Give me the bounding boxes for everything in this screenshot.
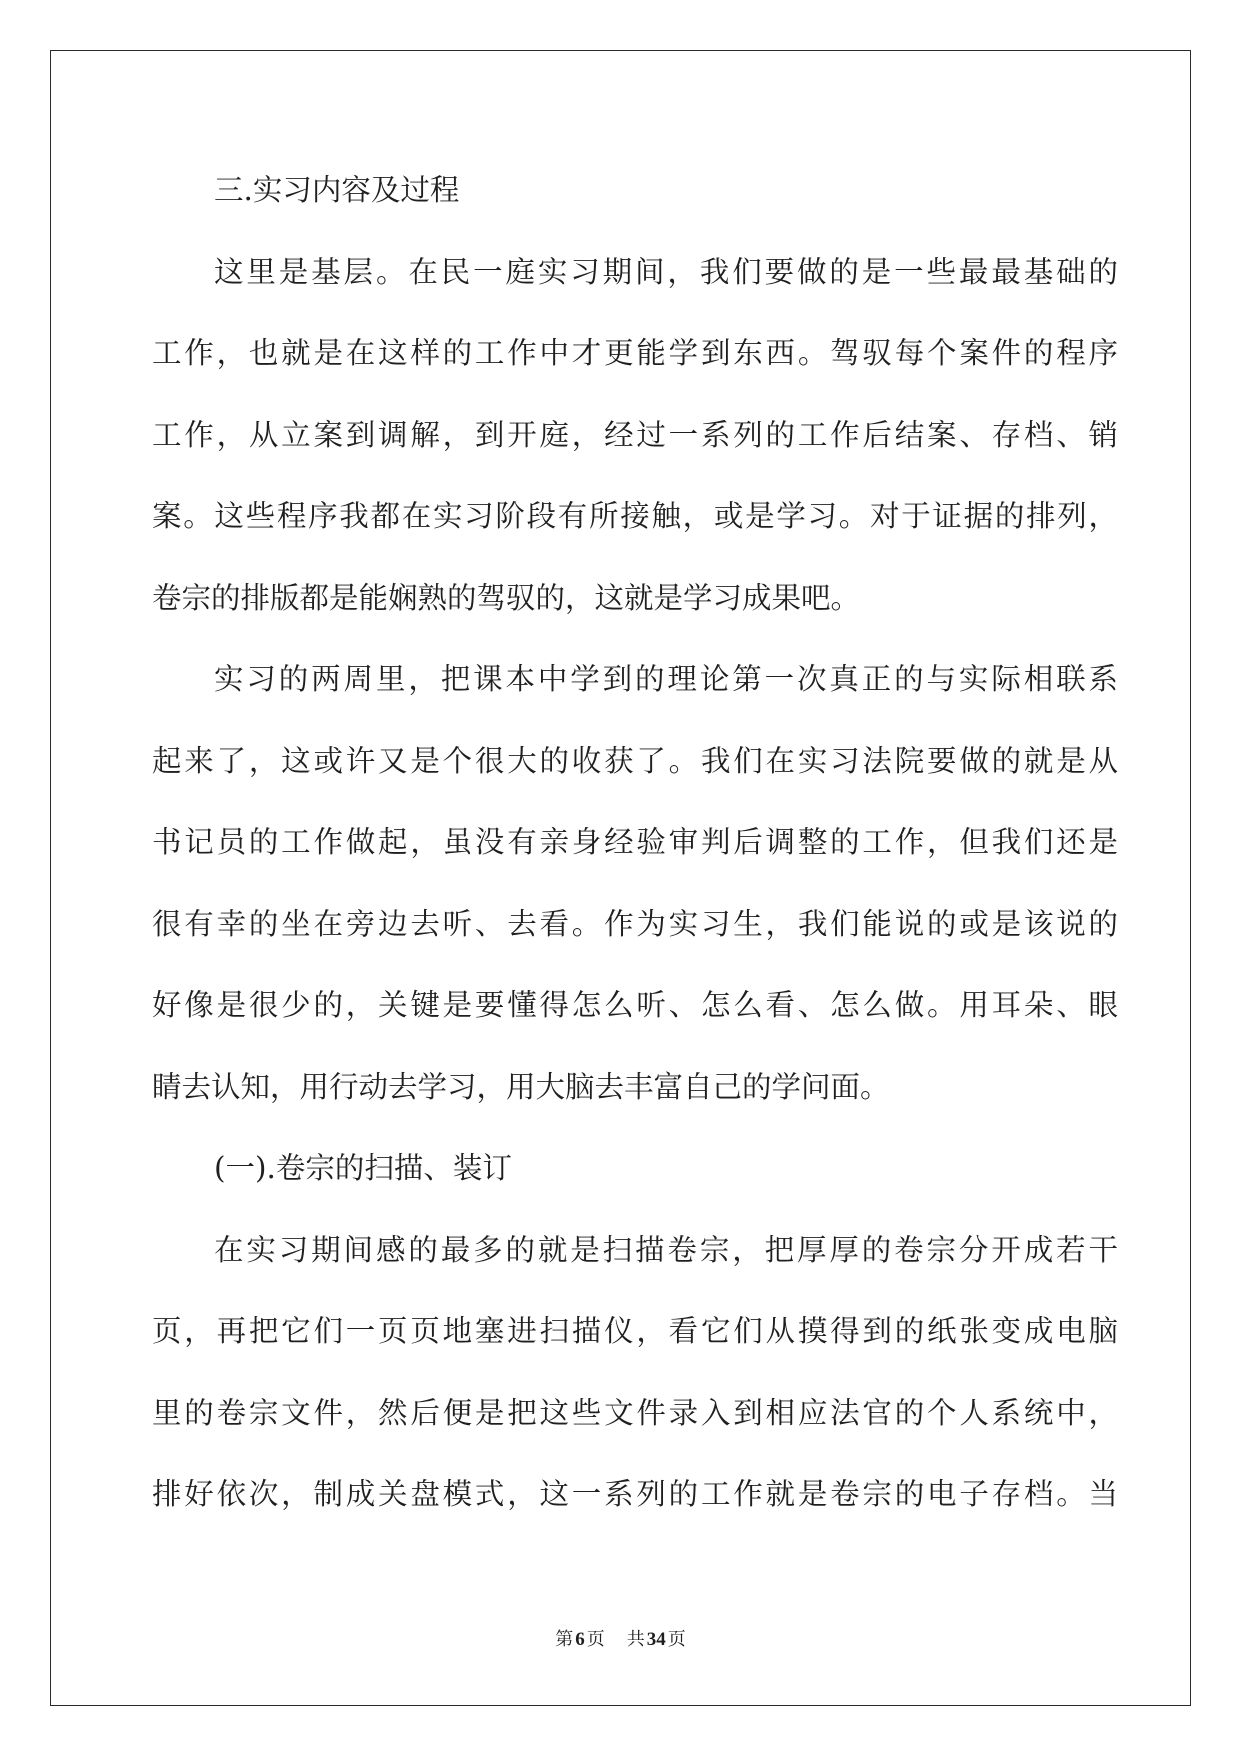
paragraph-line: 排好依次，制成关盘模式，这一系列的工作就是卷宗的电子存档。当 [152, 1477, 1118, 1511]
paragraph-line: 很有幸的坐在旁边去听、去看。作为实习生，我们能说的或是该说的 [152, 906, 1118, 941]
subsection-heading: (一).卷宗的扫描、装订 [214, 1151, 512, 1185]
paragraph-line: 工作，从立案到调解，到开庭，经过一系列的工作后结案、存档、销 [152, 417, 1118, 452]
page-number-footer [0, 1628, 1241, 1652]
paragraph [152, 1210, 1118, 1536]
paragraph-line: 在实习期间感的最多的就是扫描卷宗，把厚厚的卷宗分开成若干 [214, 1232, 1118, 1267]
paragraph-line: 卷宗的排版都是能娴熟的驾驭的，这就是学习成果吧。 [152, 580, 861, 615]
current-page-number: 6 [575, 1629, 585, 1650]
paragraph-line: 实习的两周里，把课本中学到的理论第一次真正的与实际相联系 [214, 662, 1118, 696]
paragraph-line: 这里是基层。在民一庭实习期间，我们要做的是一些最最基础的 [214, 254, 1118, 289]
paragraph-line: 好像是很少的，关键是要懂得怎么听、怎么看、怎么做。用耳朵、眼 [152, 988, 1118, 1022]
total-pages-suffix: 页 [667, 1629, 686, 1650]
total-pages-number: 34 [646, 1629, 666, 1650]
page-label-suffix: 页 [586, 1629, 605, 1650]
total-pages-prefix: 共 [626, 1629, 645, 1650]
paragraph-line: 起来了，这或许又是个很大的收获了。我们在实习法院要做的就是从 [152, 743, 1118, 778]
paragraph-line: 睛去认知，用行动去学习，用大脑去丰富自己的学问面。 [152, 1069, 890, 1104]
paragraph [152, 639, 1118, 1128]
paragraph-line: 案。这些程序我都在实习阶段有所接触，或是学习。对于证据的排列， [152, 499, 1118, 533]
page-label-prefix: 第 [555, 1629, 574, 1650]
paragraph-line: 页，再把它们一页页地塞进扫描仪，看它们从摸得到的纸张变成电脑 [152, 1314, 1118, 1348]
paragraph [152, 232, 1118, 640]
paragraph-line: 工作，也就是在这样的工作中才更能学到东西。驾驭每个案件的程序 [152, 336, 1118, 370]
document-body [152, 150, 1118, 1536]
section-heading: 三.实习内容及过程 [214, 173, 460, 207]
paragraph-line: 里的卷宗文件，然后便是把这些文件录入到相应法官的个人系统中， [152, 1395, 1118, 1430]
paragraph-line: 书记员的工作做起，虽没有亲身经验审判后调整的工作，但我们还是 [152, 825, 1118, 859]
